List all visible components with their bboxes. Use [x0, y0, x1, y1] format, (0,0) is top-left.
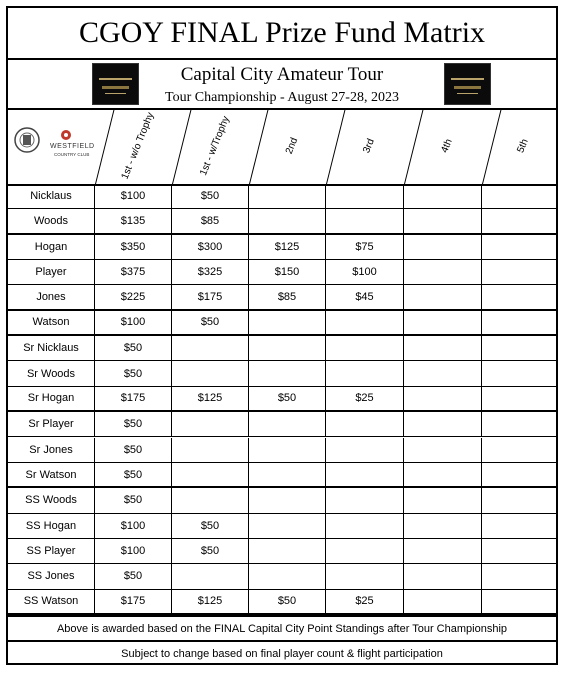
table-row [8, 412, 556, 437]
prize-cell: $125 [172, 590, 249, 613]
column-header-1: 1st - w/Trophy [197, 114, 232, 178]
flight-name: Sr Watson [8, 463, 95, 486]
prize-cell [482, 412, 556, 436]
prize-cell [404, 412, 482, 436]
prize-cell: $85 [172, 209, 249, 232]
prize-cell [326, 311, 404, 334]
flight-name: Sr Jones [8, 438, 95, 462]
column-divider [404, 108, 424, 184]
prize-cell [249, 209, 326, 232]
flight-name: SS Watson [8, 590, 95, 613]
prize-cell [249, 539, 326, 563]
prize-cell: $135 [95, 209, 172, 232]
column-header-0: 1st - w/o Trophy [119, 110, 156, 182]
prize-cell [404, 539, 482, 563]
prize-cell [404, 285, 482, 308]
table-row [8, 463, 556, 488]
table-row [8, 438, 556, 463]
prize-cell [482, 463, 556, 486]
prize-cell [404, 387, 482, 410]
prize-cell [404, 463, 482, 486]
prize-cell [404, 235, 482, 259]
column-divider [326, 108, 346, 184]
prize-cell [249, 361, 326, 385]
prize-cell: $100 [326, 260, 404, 284]
prize-cell [249, 564, 326, 588]
prize-cell [404, 488, 482, 512]
prize-cell [172, 488, 249, 512]
prize-cell [172, 438, 249, 462]
prize-cell: $25 [326, 387, 404, 410]
table-row [8, 514, 556, 539]
prize-cell [482, 311, 556, 334]
prize-cell [326, 564, 404, 588]
prize-cell [326, 209, 404, 232]
column-header-row [8, 108, 556, 186]
prize-cell: $85 [249, 285, 326, 308]
table-row [8, 209, 556, 234]
prize-cell [172, 463, 249, 486]
footer-note-standings: Above is awarded based on the FINAL Capital City Point Standings after Tour Championship [8, 615, 556, 642]
prize-cell [404, 311, 482, 334]
prize-cell [249, 463, 326, 486]
prize-cell [482, 590, 556, 613]
prize-cell [404, 184, 482, 208]
table-row [8, 184, 556, 209]
prize-cell: $325 [172, 260, 249, 284]
prize-cell [482, 336, 556, 360]
table-row [8, 336, 556, 361]
prize-cell [404, 361, 482, 385]
column-header-4: 4th [439, 137, 455, 155]
flight-name: Hogan [8, 235, 95, 259]
prize-cell [404, 514, 482, 538]
prize-cell [326, 488, 404, 512]
prize-matrix-sheet [6, 6, 558, 665]
prize-cell [326, 412, 404, 436]
flight-name: Watson [8, 311, 95, 334]
column-divider [172, 108, 192, 184]
flight-name: SS Jones [8, 564, 95, 588]
prize-cell [482, 235, 556, 259]
flight-name: Sr Hogan [8, 387, 95, 410]
table-row [8, 564, 556, 589]
prize-cell: $50 [249, 387, 326, 410]
prize-cell [326, 463, 404, 486]
prize-cell: $50 [95, 412, 172, 436]
prize-cell: $50 [95, 361, 172, 385]
prize-cell [326, 336, 404, 360]
prize-cell [404, 209, 482, 232]
table-row [8, 590, 556, 615]
sponsor-name: WESTFIELD [50, 143, 95, 150]
prize-cell [249, 488, 326, 512]
event-header [8, 58, 556, 110]
table-row [8, 285, 556, 310]
prize-cell: $300 [172, 235, 249, 259]
prize-cell [172, 336, 249, 360]
prize-cell: $50 [249, 590, 326, 613]
flight-name: Sr Nicklaus [8, 336, 95, 360]
prize-cell: $375 [95, 260, 172, 284]
flight-name: Player [8, 260, 95, 284]
prize-cell [404, 260, 482, 284]
prize-cell: $75 [326, 235, 404, 259]
column-header-2: 2nd [283, 136, 300, 156]
prize-cell: $50 [95, 564, 172, 588]
prize-cell [172, 412, 249, 436]
prize-cell [482, 564, 556, 588]
table-row [8, 539, 556, 564]
table-row [8, 260, 556, 285]
prize-cell [249, 514, 326, 538]
column-header-3: 3rd [361, 137, 377, 155]
prize-cell [404, 336, 482, 360]
organization-name: Capital City Amateur Tour [180, 64, 384, 85]
column-divider [95, 108, 115, 184]
prize-cell [482, 438, 556, 462]
prize-cell: $125 [249, 235, 326, 259]
prize-cell [482, 361, 556, 385]
table-row [8, 361, 556, 386]
prize-cell: $100 [95, 184, 172, 208]
flight-name: Nicklaus [8, 184, 95, 208]
prize-cell [249, 184, 326, 208]
prize-cell [249, 438, 326, 462]
prize-cell [172, 361, 249, 385]
prize-cell [249, 336, 326, 360]
column-header-5: 5th [515, 137, 531, 155]
prize-cell: $50 [95, 336, 172, 360]
prize-cell: $45 [326, 285, 404, 308]
table-row [8, 235, 556, 260]
prize-cell [326, 539, 404, 563]
prize-cell [482, 184, 556, 208]
prize-cell: $50 [95, 438, 172, 462]
flight-name: SS Woods [8, 488, 95, 512]
prize-cell [482, 209, 556, 232]
table-row [8, 488, 556, 513]
footer-note-subject-to-change: Subject to change based on final player count & flight participation [8, 640, 556, 667]
prize-cell: $25 [326, 590, 404, 613]
prize-cell: $175 [95, 590, 172, 613]
prize-cell [482, 285, 556, 308]
table-row [8, 311, 556, 336]
flight-name: Woods [8, 209, 95, 232]
prize-cell: $50 [172, 184, 249, 208]
prize-cell [326, 184, 404, 208]
flight-name: Jones [8, 285, 95, 308]
prize-cell [482, 387, 556, 410]
prize-cell [172, 564, 249, 588]
flight-name: Sr Woods [8, 361, 95, 385]
prize-cell [249, 311, 326, 334]
prize-cell: $50 [172, 539, 249, 563]
column-divider [249, 108, 269, 184]
prize-cell [326, 514, 404, 538]
prize-cell: $350 [95, 235, 172, 259]
prize-cell [404, 564, 482, 588]
page-title: CGOY FINAL Prize Fund Matrix [8, 8, 556, 60]
prize-cell [482, 488, 556, 512]
prize-cell [249, 412, 326, 436]
flight-name: Sr Player [8, 412, 95, 436]
column-divider [482, 108, 502, 184]
prize-cell: $50 [172, 311, 249, 334]
prize-cell [326, 361, 404, 385]
prize-cell: $175 [172, 285, 249, 308]
prize-cell [404, 438, 482, 462]
prize-cell [326, 438, 404, 462]
prize-cell: $100 [95, 311, 172, 334]
flight-name: SS Player [8, 539, 95, 563]
prize-cell: $50 [95, 463, 172, 486]
prize-cell: $100 [95, 539, 172, 563]
prize-cell: $225 [95, 285, 172, 308]
prize-cell [482, 260, 556, 284]
prize-cell: $50 [95, 488, 172, 512]
event-name: Tour Championship - August 27-28, 2023 [165, 90, 399, 105]
prize-cell [482, 514, 556, 538]
prize-cell: $175 [95, 387, 172, 410]
prize-cell: $125 [172, 387, 249, 410]
sponsor-logo [8, 108, 95, 184]
prize-cell: $150 [249, 260, 326, 284]
tour-logo-right [444, 63, 491, 105]
prize-cell [404, 590, 482, 613]
prize-cell: $100 [95, 514, 172, 538]
prize-cell [482, 539, 556, 563]
sponsor-subname: COUNTRY CLUB [54, 152, 90, 157]
table-row [8, 387, 556, 412]
prize-cell: $50 [172, 514, 249, 538]
flight-name: SS Hogan [8, 514, 95, 538]
